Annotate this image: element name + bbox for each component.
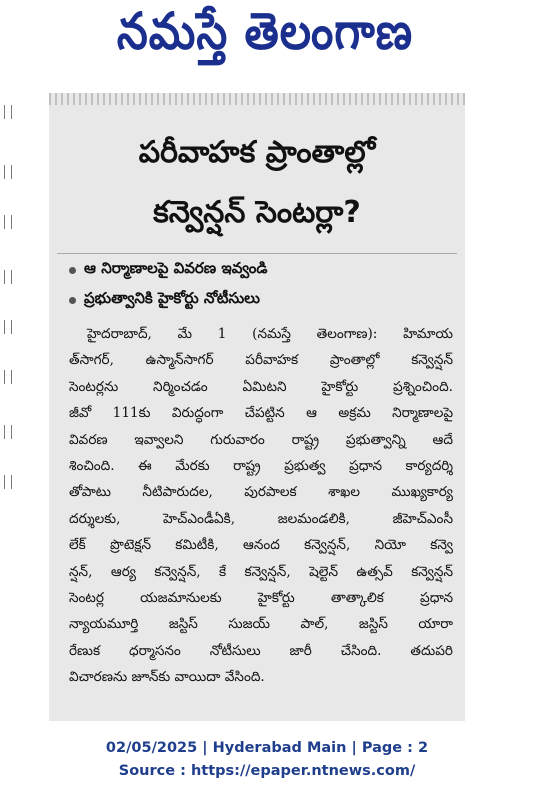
adjacent-column-edge	[0, 95, 22, 535]
bullet-point	[69, 289, 260, 311]
edge-mark	[4, 425, 12, 439]
footer-edition-info: 02/05/2025 | Hyderabad Main | Page : 2	[105, 740, 429, 756]
edge-mark	[4, 370, 12, 384]
body-line: త్‌సాగర్, ఉస్మాన్‌సాగర్ పరీవాహక ప్రాంతాల్లో కన్వెన్షన్	[69, 352, 453, 369]
headline-line-1: పరీవాహక ప్రాంతాల్లో	[138, 135, 376, 170]
article-clipping	[49, 93, 465, 721]
edge-mark	[4, 105, 12, 119]
masthead-logo: నమస్తే తెలంగాణ	[116, 2, 414, 61]
bullet-text: ఆ నిర్మాణాలపై వివరణ ఇవ్వండి	[84, 259, 268, 277]
footer-source: Source : https://epaper.ntnews.com/	[118, 763, 416, 779]
body-line: సెంటర్ల యజమానులకు హైకోర్టు తాత్కాలిక ప్రధాన	[69, 590, 453, 607]
edge-mark	[4, 165, 12, 179]
body-line: న్యాయమూర్తి జస్టిస్ సుజయ్ పాల్, జస్టిస్ యారా	[69, 616, 453, 633]
body-line: జీవో 111కు విరుద్ధంగా చేపట్టిన ఆ అక్రమ నిర్మాణాలపై	[69, 405, 453, 422]
body-line: శించింది. ఈ మేరకు రాష్ట్ర ప్రభుత్వ ప్రధాన కార్యదర్శి	[69, 458, 453, 475]
body-line: దర్శులకు, హెచ్‌ఎండీఏకి, జలమండలికి, జీహెచ్‌ఎంసీ	[69, 510, 453, 527]
body-line: లేక్ ప్రొటెక్షన్ కమిటీకి, ఆనంద కన్వెన్షన్, నియో కన్వె	[69, 537, 453, 554]
edge-mark	[4, 320, 12, 334]
headline-divider	[57, 253, 457, 254]
bullet-point	[69, 259, 268, 281]
body-line: తోపాటు నీటిపారుదల, పురపాలక శాఖల ముఖ్యకార్య	[69, 484, 453, 501]
headline-line-2: కన్వెన్షన్ సెంటర్లా?	[153, 195, 361, 230]
body-line: న్షన్, ఆర్య కన్వెన్షన్, కే కన్వెన్షన్, షెల్టెన్ ఉత్సవ్ కన్వెన్షన్	[69, 563, 453, 580]
body-line: వివరణ ఇవ్వాలని గురువారం రాష్ట్ర ప్రభుత్వాన్ని ఆదే	[69, 431, 453, 448]
body-line: విచారణను జూన్‌కు వాయిదా వేసింది.	[69, 669, 265, 686]
bullet-dot-icon	[69, 297, 76, 304]
body-line: సెంటర్లను నిర్మించడం ఏమిటని హైకోర్టు ప్రశ్నించింది.	[69, 378, 453, 395]
body-line: రేణుక ధర్మాసనం నోటీసులు జారీ చేసింది. తదుపరి	[69, 642, 453, 659]
edge-mark	[4, 475, 12, 489]
edge-mark	[4, 215, 12, 229]
edge-mark	[4, 270, 12, 284]
newspaper-masthead	[60, 2, 470, 74]
body-line: హైదరాబాద్, మే 1 (నమస్తే తెలంగాణ): హిమాయ	[87, 326, 453, 342]
clipping-cut-edge	[49, 93, 465, 105]
bullet-dot-icon	[69, 267, 76, 274]
article-body	[69, 321, 453, 691]
bullet-text: ప్రభుత్వానికి హైకోర్టు నోటీసులు	[84, 289, 260, 307]
